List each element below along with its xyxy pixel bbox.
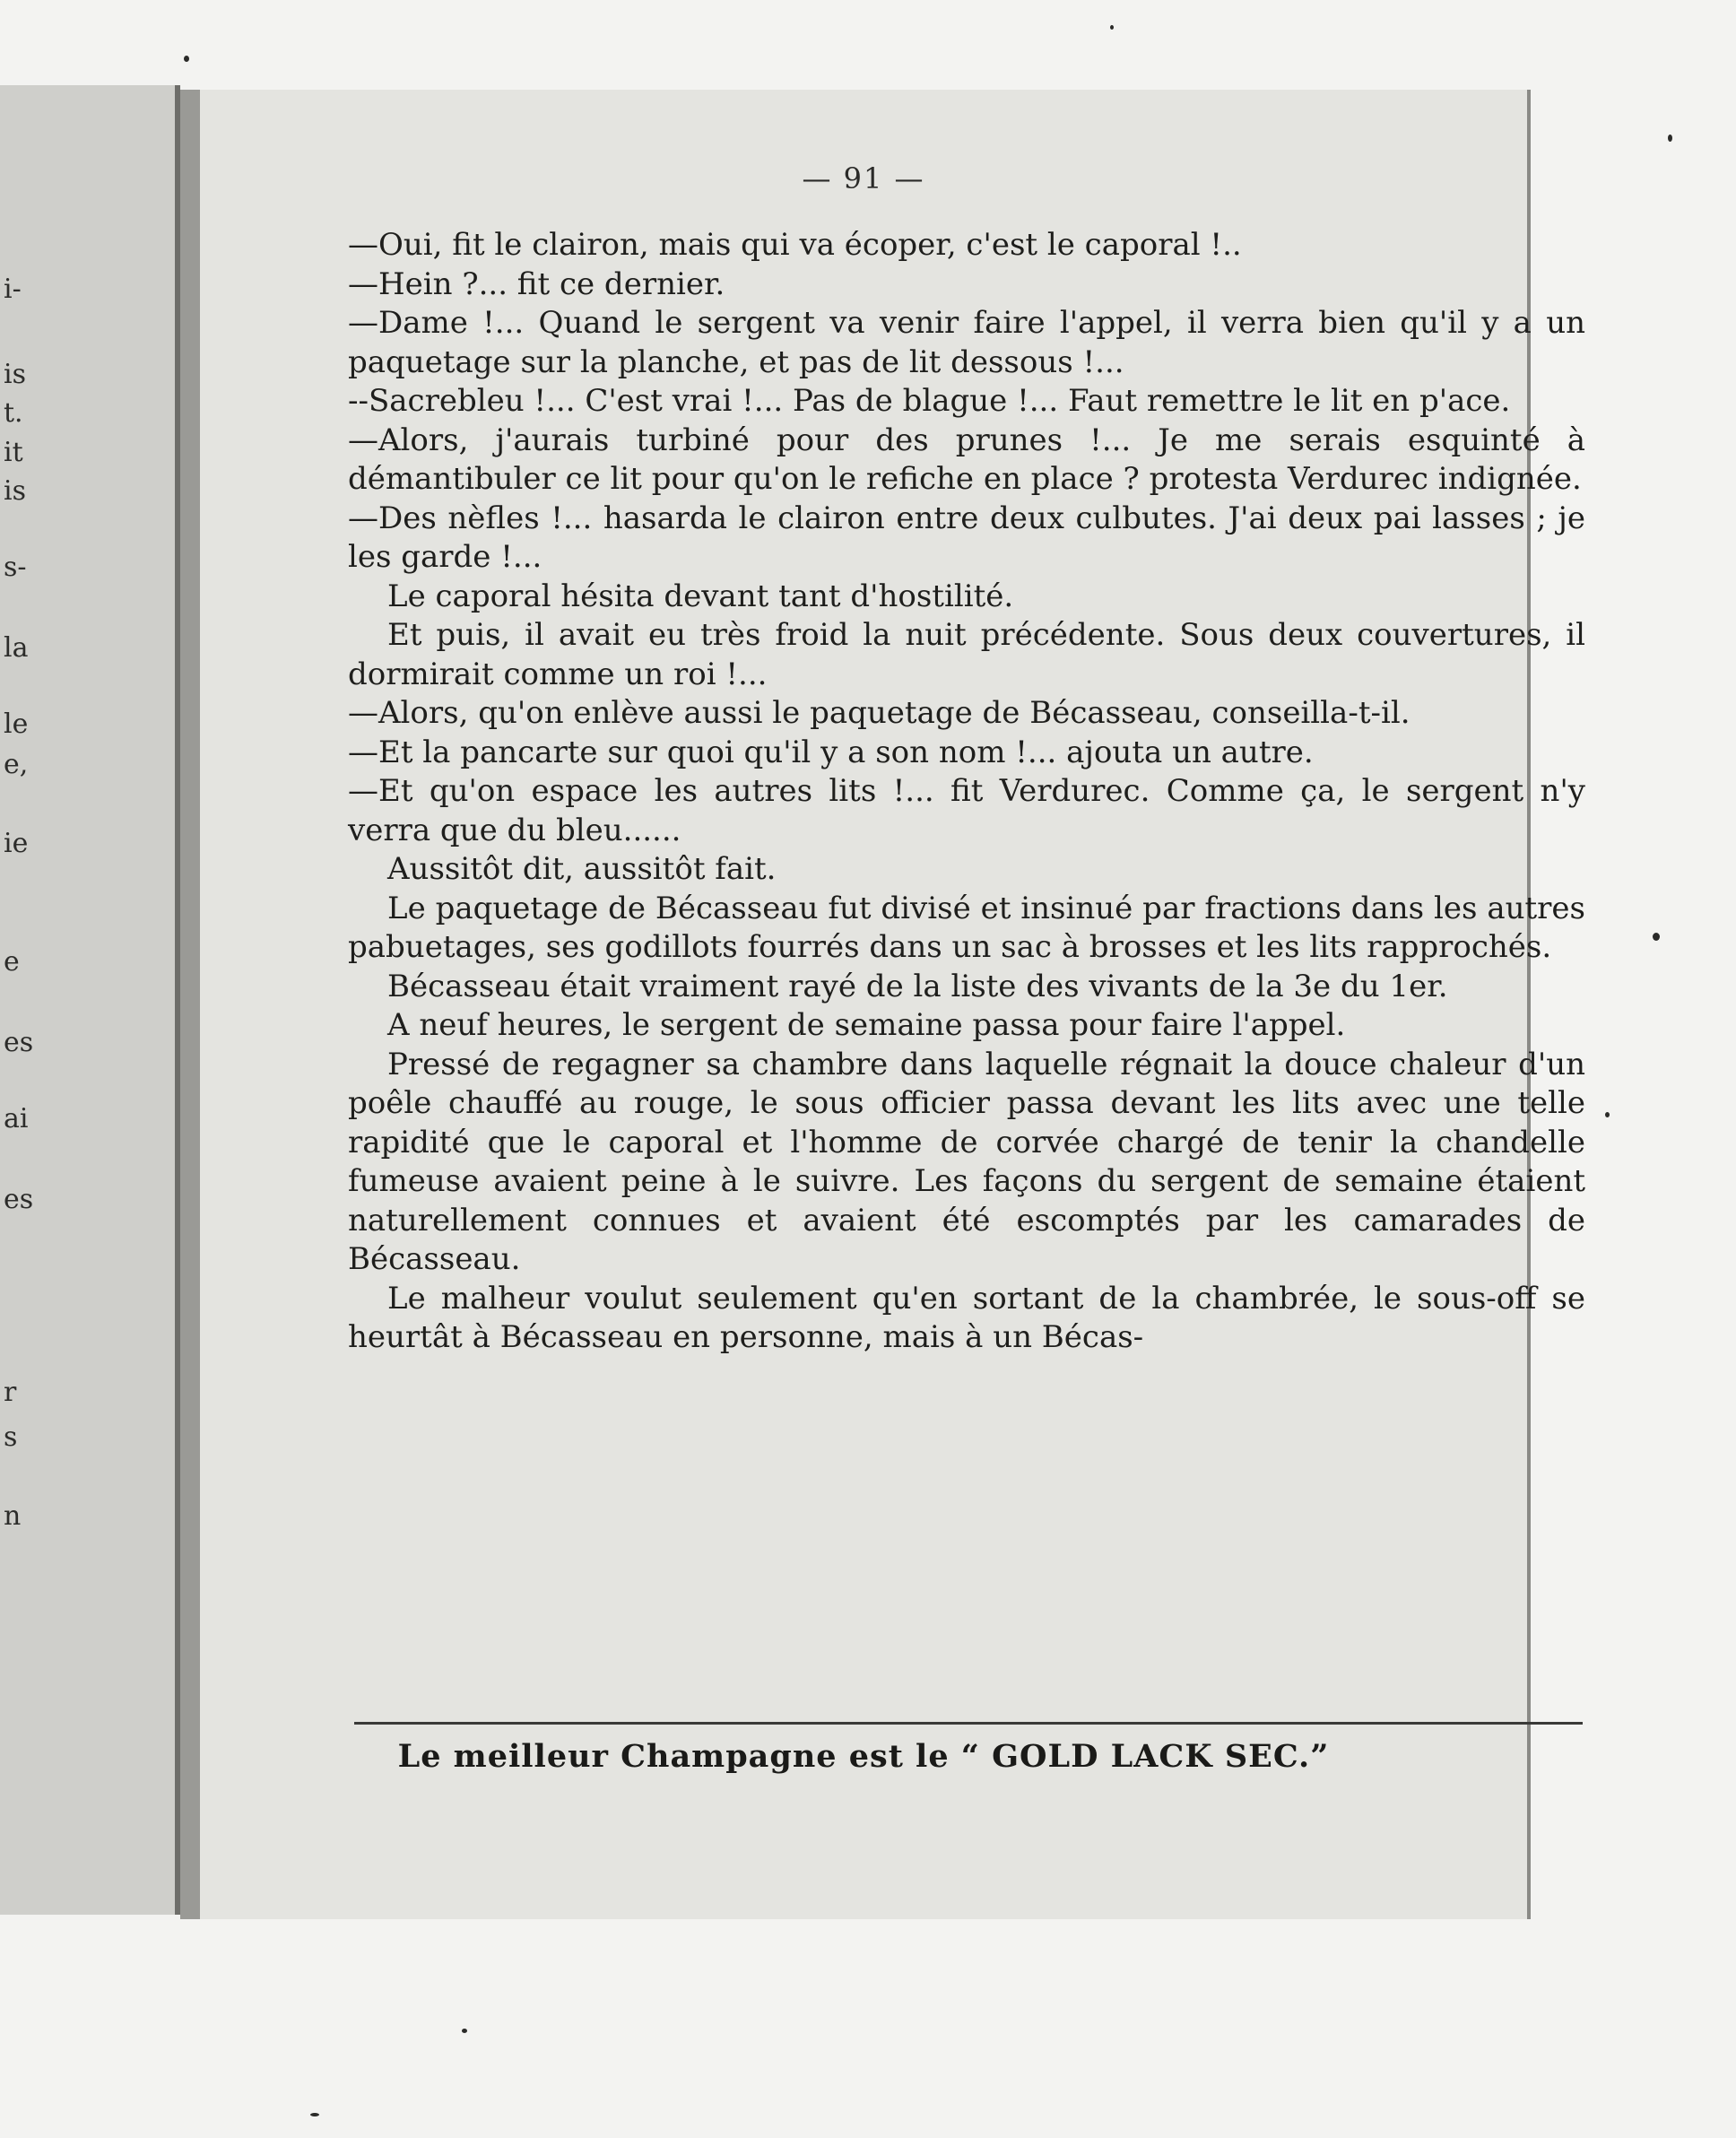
scan-speck: [184, 56, 189, 62]
scan-speck: [1605, 1112, 1610, 1117]
previous-page-fragment: es: [4, 1027, 34, 1058]
paragraph: Le caporal hésita devant tant d'hostilité.: [387, 578, 1014, 614]
previous-page-fragment: it: [4, 437, 23, 468]
scan-speck: [1653, 933, 1660, 941]
paragraph: —Et qu'on espace les autres lits !... fit Verdurec. Comme ça, le sergent n'y verra que du bleu......: [348, 773, 1585, 848]
paragraph: —Et la pancarte sur quoi qu'il y a son nom !... ajouta un autre.: [348, 734, 1314, 770]
advertisement-footer: Le meilleur Champagne est le “ GOLD LACK SEC.”: [397, 1738, 1330, 1775]
previous-page-fragment: i-: [4, 274, 22, 305]
paragraph: Bécasseau était vraiment rayé de la liste des vivants de la 3e du 1er.: [387, 968, 1448, 1004]
paragraph: —Alors, qu'on enlève aussi le paquetage de Bécasseau, conseilla-t-il.: [348, 695, 1410, 731]
page-body: [348, 226, 1585, 1358]
previous-page-fragment: t.: [4, 397, 23, 429]
scan-speck: [310, 2113, 319, 2116]
paragraph: Aussitôt dit, aussitôt fait.: [387, 851, 777, 887]
scan-speck: [1668, 135, 1672, 142]
previous-page-fragment: e: [4, 946, 20, 978]
paragraph: —Des nèfles !... hasarda le clairon entre deux culbutes. J'ai deux pai lasses ; je les garde !...: [348, 500, 1585, 575]
previous-page-edge: [0, 85, 180, 1915]
previous-page-fragment: s-: [4, 552, 27, 583]
scan-speck: [1110, 25, 1114, 30]
previous-page-fragment: s: [4, 1421, 18, 1453]
page-number: — 91 —: [802, 161, 925, 196]
previous-page-fragment: e,: [4, 749, 29, 780]
previous-page-fragment: la: [4, 632, 29, 664]
paragraph: —Oui, fit le clairon, mais qui va écoper, c'est le caporal !..: [348, 227, 1242, 263]
previous-page-fragment: n: [4, 1500, 22, 1532]
previous-page-fragment: ai: [4, 1103, 29, 1134]
paragraph: Et puis, il avait eu très froid la nuit précédente. Sous deux couvertures, il dormirait comme un roi !...: [348, 617, 1585, 692]
paragraph: —Hein ?... fit ce dernier.: [348, 265, 725, 302]
scan-speck: [462, 2029, 467, 2033]
previous-page-fragment: ie: [4, 828, 29, 859]
previous-page-fragment: es: [4, 1184, 34, 1215]
paragraph: Pressé de regagner sa chambre dans laquelle régnait la douce chaleur d'un poêle chauffé au rouge, le sous officier passa devant les lits avec une telle rapidité que le caporal et l'homme de corvée chargé de tenir la chandelle fumeuse avaient peine à le suivre. Les façons du sergent de semaine étaient naturellement connues et avaient été escomptés par les camarades de Bécasseau.: [348, 1046, 1585, 1277]
previous-page-fragment: le: [4, 708, 29, 740]
paragraph: —Dame !... Quand le sergent va venir faire l'appel, il verra bien qu'il y a un paquetage sur la planche, et pas de lit dessous !...: [348, 305, 1585, 380]
book-gutter: [180, 90, 200, 1919]
previous-page-fragment: is: [4, 475, 26, 507]
paragraph: A neuf heures, le sergent de semaine passa pour faire l'appel.: [387, 1007, 1346, 1043]
previous-page-fragment: is: [4, 359, 26, 390]
footer-rule: [354, 1722, 1583, 1725]
paragraph: Le paquetage de Bécasseau fut divisé et insinué par fractions dans les autres pabuetages, ses godillots fourrés dans un sac à brosses et les lits rapprochés.: [348, 890, 1585, 965]
paragraph: —Alors, j'aurais turbiné pour des prunes !... Je me serais esquinté à démantibuler ce lit pour qu'on le refiche en place ? protesta Verdurec indignée.: [348, 422, 1585, 497]
previous-page-fragment: r: [4, 1377, 17, 1408]
paragraph: Le malheur voulut seulement qu'en sortant de la chambrée, le sous-off se heurtât à Bécasseau en personne, mais à un Bécas-: [348, 1280, 1585, 1355]
paragraph: --Sacrebleu !... C'est vrai !... Pas de blague !... Faut remettre le lit en p'ace.: [348, 383, 1511, 419]
book-page: [200, 90, 1585, 1919]
